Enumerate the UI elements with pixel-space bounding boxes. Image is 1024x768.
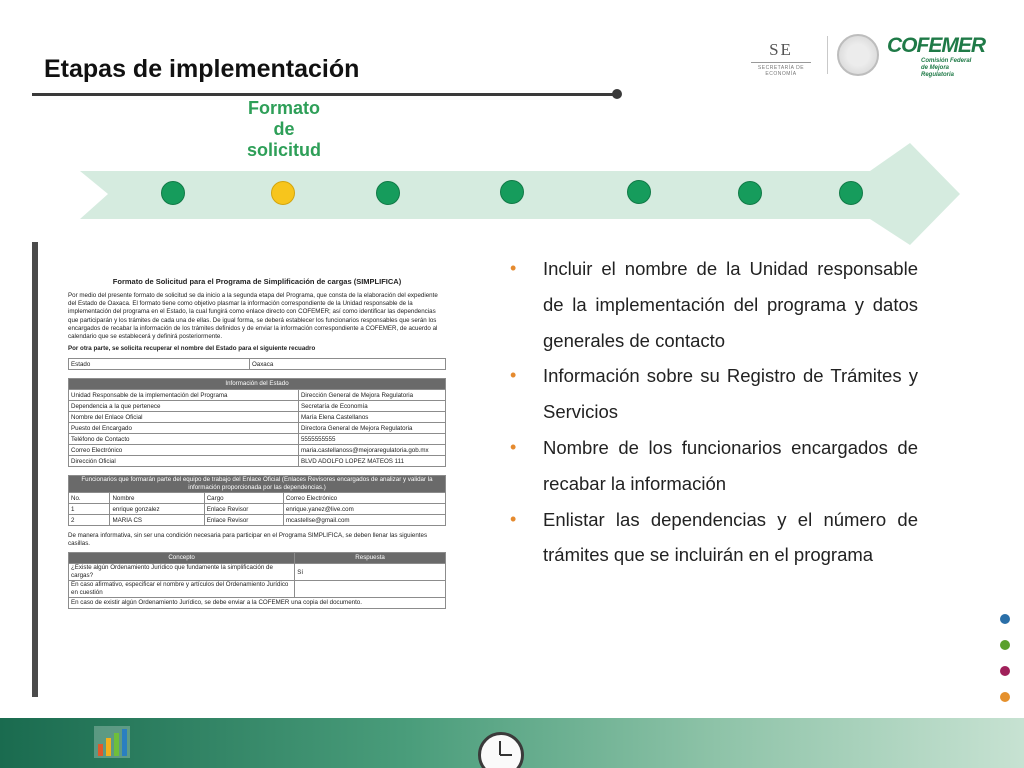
se-logo-rule: [751, 62, 811, 63]
timeline-node-4[interactable]: [500, 180, 524, 204]
timeline-node-5[interactable]: [627, 180, 651, 204]
column-header-answer: Respuesta: [295, 553, 446, 564]
column-header-concept: Concepto: [69, 553, 295, 564]
bullet-dot-icon: •: [510, 258, 517, 278]
concept-table: [68, 552, 446, 609]
bar-chart-icon: [92, 724, 132, 758]
bullet-text: Incluir el nombre de la Unidad responsable de la implementación del programa y datos generales de contacto: [543, 258, 918, 351]
state-info-table: [68, 378, 446, 467]
form-intro: Por medio del presente formato de solicitud se da inicio a la segunda etapa del Programa, que consta de la elaboración del expediente del Estado de Oaxaca. El formato tiene como objetivo plasmar la información correspondiente de la Unidad responsable de la implementación del programa en el Estado, la cual fungirá como enlace directo con COFEMER; así como identificar las dependencias que participarán y los trámites de cada una de ellas. De igual forma, se deberá establecer los funcionarios responsables que serán los encargados de recabar la información de los trámites definidos y de enviar la información correspondiente a COFEMER, de acuerdo al calendario que se establecerá y definirá posteriormente.: [68, 292, 438, 341]
timeline-node-2-active[interactable]: [271, 181, 295, 205]
state-info-label: Puesto del Encargado: [69, 423, 299, 434]
left-accent-bar: [32, 242, 38, 697]
title-underline-dot: [612, 89, 622, 99]
table-row: [69, 564, 446, 581]
table-row: [69, 359, 446, 370]
state-info-value: 5555555555: [298, 434, 445, 445]
official-email: mcastellse@gmail.com: [283, 515, 445, 526]
bullet-item: [510, 358, 918, 430]
side-dot-orange-icon: [1000, 692, 1010, 702]
slide-title: Etapas de implementación: [44, 55, 360, 83]
bullet-text: Nombre de los funcionarios encargados de recabar la información: [543, 436, 918, 494]
official-name: enrique gonzalez: [110, 504, 204, 515]
bullet-text: Enlistar las dependencias y el número de trámites que se incluirán en el programa: [543, 508, 918, 566]
side-dots: [1000, 614, 1014, 718]
side-dot-magenta-icon: [1000, 666, 1010, 676]
bullet-item: [510, 502, 918, 574]
state-info-label: Correo Electrónico: [69, 445, 299, 456]
bullet-dot-icon: •: [510, 365, 517, 386]
table-row: [69, 504, 446, 515]
bullet-text: Información sobre su Registro de Trámites y Servicios: [543, 365, 918, 423]
table-row: [69, 390, 446, 401]
cofemer-logo: [887, 34, 985, 79]
state-info-value: Dirección General de Mejora Regulatoria: [298, 390, 445, 401]
official-name: MARIA CS: [110, 515, 204, 526]
column-header-email: Correo Electrónico: [283, 493, 445, 504]
table-row: [69, 401, 446, 412]
officials-header: Funcionarios que formarán parte del equipo de trabajo del Enlace Oficial (Enlaces Revisores encargados de analizar y validar la información proporcionada por las dependencias.): [69, 476, 446, 493]
cofemer-logo-subtitle-1: Comisión Federal: [921, 58, 972, 64]
timeline-node-7[interactable]: [839, 181, 863, 205]
table-row: [69, 515, 446, 526]
clock-hand: [500, 754, 512, 756]
state-info-label: Unidad Responsable de la implementación del Programa: [69, 390, 299, 401]
footer-banner: [0, 718, 1024, 768]
timeline-node-1[interactable]: [161, 181, 185, 205]
table-row: [69, 434, 446, 445]
bullet-item: [510, 430, 918, 502]
header-logos: [745, 34, 985, 78]
column-header-no: No.: [69, 493, 110, 504]
state-table: [68, 358, 446, 370]
cofemer-logo-text: COFEMER: [887, 34, 985, 57]
concept-text: ¿Existe algún Ordenamiento Jurídico que fundamente la simplificación de cargas?: [69, 564, 295, 581]
timeline-node-6[interactable]: [738, 181, 762, 205]
bullet-dot-icon: •: [510, 508, 517, 529]
national-seal-icon: [837, 34, 879, 76]
side-dot-green-icon: [1000, 640, 1010, 650]
clock-icon: [478, 732, 524, 768]
state-info-label: Dirección Oficial: [69, 456, 299, 467]
table-row: [69, 456, 446, 467]
state-info-label: Nombre del Enlace Oficial: [69, 412, 299, 423]
active-phase-label-line1: Formato: [248, 98, 320, 118]
state-info-label: Dependencia a la que pertenece: [69, 401, 299, 412]
column-header-role: Cargo: [204, 493, 283, 504]
state-value: Oaxaca: [249, 359, 445, 370]
table-header-row: [69, 493, 446, 504]
clock-hand: [499, 741, 501, 755]
official-no: 2: [69, 515, 110, 526]
form-note: De manera informativa, sin ser una condición necesaria para participar en el Programa SIMPLIFICA, se deben llenar las siguientes casillas.: [68, 532, 428, 548]
state-info-value: Directora General de Mejora Regulatoria: [298, 423, 445, 434]
official-no: 1: [69, 504, 110, 515]
concept-text: En caso afirmativo, especificar el nombre y artículos del Ordenamiento Jurídico en cuestión: [69, 581, 295, 598]
concept-answer: Sí: [295, 564, 446, 581]
state-label: Estado: [69, 359, 250, 370]
state-info-header: Información del Estado: [69, 379, 446, 390]
form-state-request: Por otra parte, se solicita recuperar el nombre del Estado para el siguiente recuadro: [68, 345, 316, 353]
logo-divider: [827, 36, 828, 74]
table-row: [69, 598, 446, 609]
column-header-name: Nombre: [110, 493, 204, 504]
se-logo-subtitle: SECRETARÍA DE ECONOMÍA: [757, 65, 805, 77]
active-phase-label-line3: solicitud: [246, 140, 321, 160]
table-row: [69, 423, 446, 434]
cofemer-logo-subtitle-2: de Mejora Regulatoria: [921, 65, 955, 78]
state-info-value: BLVD ADOLFO LOPEZ MATEOS 111: [298, 456, 445, 467]
bullet-dot-icon: •: [510, 436, 517, 457]
request-form-document: [68, 277, 446, 687]
officials-table: [68, 475, 446, 526]
concept-footer: En caso de existir algún Ordenamiento Jurídico, se debe enviar a la COFEMER una copia del documento.: [69, 598, 446, 609]
table-row: [69, 581, 446, 598]
bullet-list: [510, 251, 918, 573]
state-info-value: María Elena Castellanos: [298, 412, 445, 423]
table-row: [69, 445, 446, 456]
table-row: [69, 412, 446, 423]
se-logo: [745, 40, 817, 77]
form-title: Formato de Solicitud para el Programa de Simplificación de cargas (SIMPLIFICA): [112, 277, 402, 286]
state-info-value: maria.castellanoss@mejoraregulatoria.gob.mx: [298, 445, 445, 456]
timeline-node-3[interactable]: [376, 181, 400, 205]
title-underline: [32, 93, 617, 96]
bullet-item: [510, 251, 918, 358]
state-info-value: Secretaría de Economía: [298, 401, 445, 412]
spacer: [68, 467, 446, 475]
side-dot-blue-icon: [1000, 614, 1010, 624]
se-logo-text: SE: [769, 40, 793, 59]
spacer: [68, 370, 446, 378]
official-role: Enlace Revisor: [204, 515, 283, 526]
concept-answer: [295, 581, 446, 598]
official-email: enrique.yanez@live.com: [283, 504, 445, 515]
state-info-label: Teléfono de Contacto: [69, 434, 299, 445]
official-role: Enlace Revisor: [204, 504, 283, 515]
active-phase-label-line2: de: [273, 119, 295, 139]
